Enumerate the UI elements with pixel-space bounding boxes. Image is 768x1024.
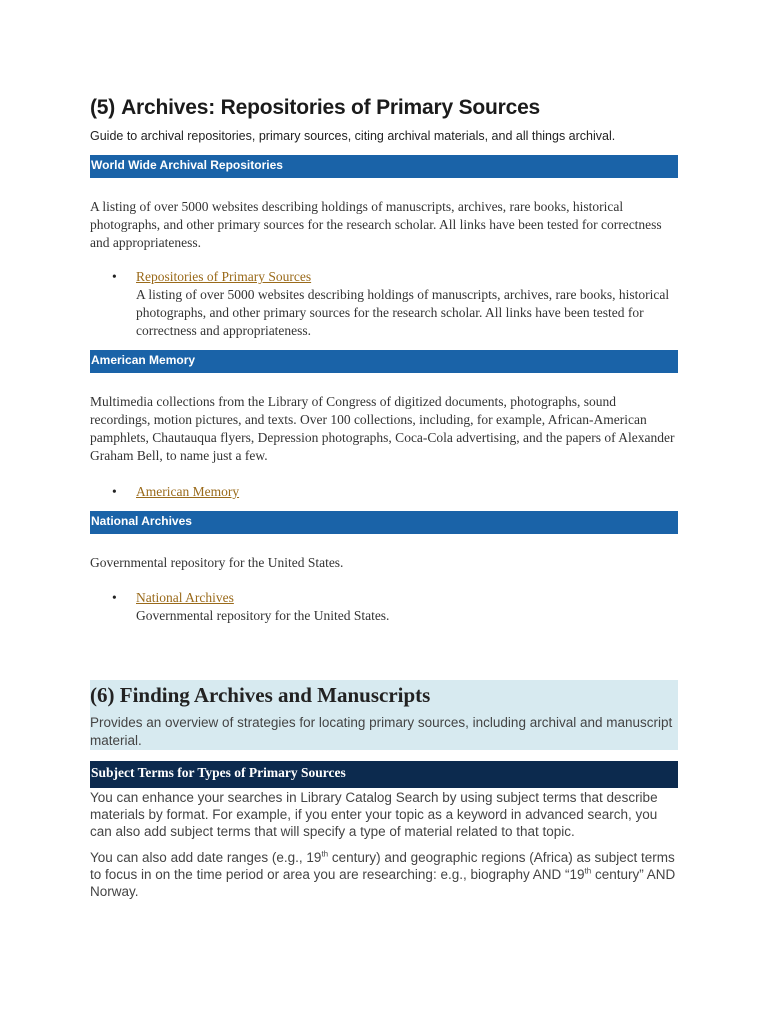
bullet-icon: • [112,269,117,284]
block-description: A listing of over 5000 websites describing holdings of manuscripts, archives, rare books, historical photographs, and other primary sources for the research scholar. All links have been tested for correctness and appropriateness. [90,199,662,250]
text-run: You can also add date ranges (e.g., 19 [90,850,322,865]
link-list [90,589,678,625]
block-header-national-archives: National Archives [90,511,678,534]
section-title: Archives: Repositories of Primary Sources [121,96,541,119]
list-item [90,268,678,340]
superscript: th [584,866,592,876]
section-5-heading [90,96,678,120]
block-header-american-memory: American Memory [90,350,678,373]
link-list [90,483,678,501]
section-intro: Guide to archival repositories, primary sources, citing archival materials, and all things archival. [90,129,616,143]
block-header-world-wide: World Wide Archival Repositories [90,155,678,178]
section-6-intro: Provides an overview of strategies for locating primary sources, including archival and manuscript material. [90,715,673,748]
section-6-header-box [90,680,678,750]
block-description: Governmental repository for the United States. [90,555,344,570]
link-description: A listing of over 5000 websites describing holdings of manuscripts, archives, rare books, historical photographs, and other primary sources for the research scholar. All links have been tested for correctness and appropriateness. [136,287,670,338]
list-item [90,589,678,625]
subject-terms-header: Subject Terms for Types of Primary Sources [90,761,678,788]
link-description: Governmental repository for the United States. [136,608,390,623]
link-list [90,268,678,340]
text-run: century) and geographic regions (Africa) as subject terms to focus in on the time period or area you are researching: e.g., biography AND “19 [90,850,675,882]
paragraph-1: You can enhance your searches in Library Catalog Search by using subject terms that describe materials by format. For example, if you enter your topic as a keyword in advanced search, you can also add subject terms that will specify a type of material related to that topic. [90,790,658,839]
section-number: (5) [90,96,116,119]
section-6-body [90,789,680,909]
bullet-icon: • [112,484,117,499]
paragraph-2 [90,849,680,900]
text-run: century” AND Norway. [90,867,676,899]
repositories-link[interactable]: Repositories of Primary Sources [136,269,312,284]
block-description: Multimedia collections from the Library of Congress of digitized documents, photographs, sound recordings, motion pictures, and texts. Over 100 collections, including, for example, African-American pamphlets, Chautauqua flyers, Depression photographs, Coca-Cola advertising, and the papers of Alexander Graham Bell, to name just a few. [90,394,675,463]
national-archives-link[interactable]: National Archives [136,590,234,605]
american-memory-link[interactable]: American Memory [136,484,240,499]
superscript: th [321,849,329,859]
section-5 [90,96,678,625]
section-6-title: (6) Finding Archives and Manuscripts [90,683,431,707]
list-item [90,483,678,501]
bullet-icon: • [112,590,117,605]
